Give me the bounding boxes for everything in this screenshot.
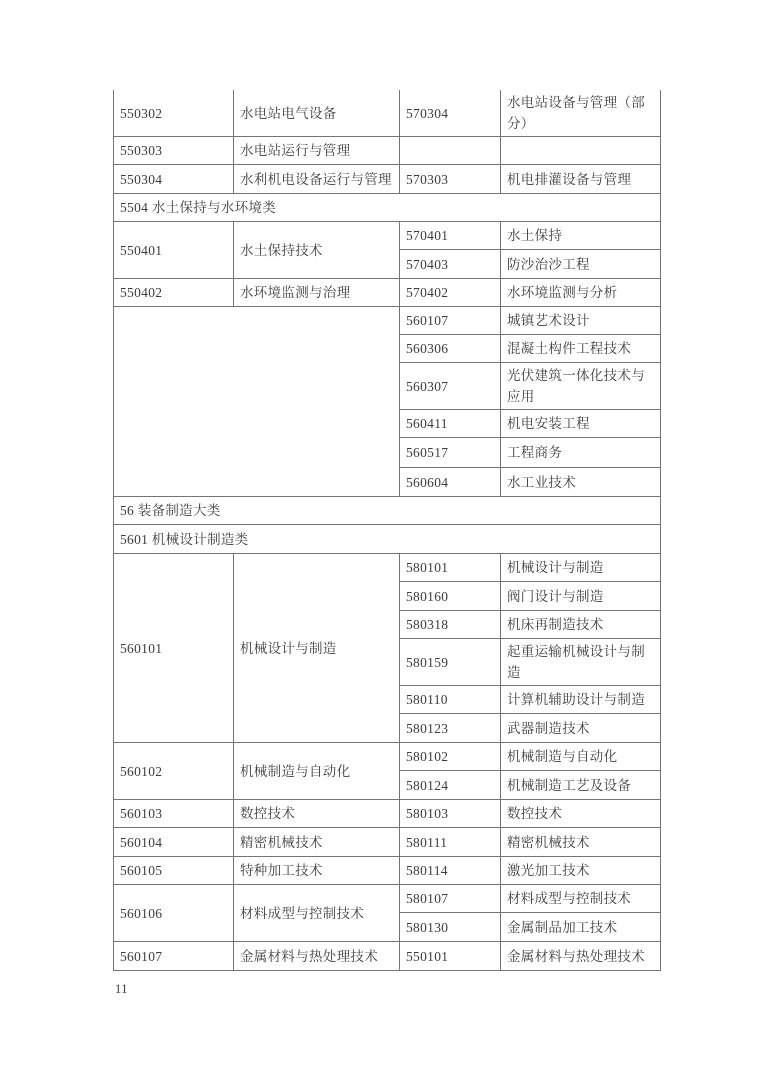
- code-cell: [400, 137, 501, 165]
- table-body: [114, 90, 661, 971]
- major-code-mapping-table: [113, 90, 661, 971]
- code-cell: 550101: [400, 942, 501, 971]
- name-cell: 机床再制造技术: [501, 611, 661, 639]
- code-cell: 550304: [114, 165, 234, 194]
- table-row: [114, 828, 661, 857]
- name-cell: 水环境监测与治理: [234, 279, 400, 307]
- name-cell: 材料成型与控制技术: [501, 885, 661, 913]
- code-cell: 570303: [400, 165, 501, 194]
- code-cell: 570403: [400, 250, 501, 279]
- table-row: [114, 942, 661, 971]
- code-cell: 570304: [400, 90, 501, 137]
- table-row: [114, 307, 661, 335]
- code-cell: 580318: [400, 611, 501, 639]
- code-cell: 580103: [400, 800, 501, 828]
- code-cell: 560604: [400, 468, 501, 497]
- name-cell: 武器制造技术: [501, 714, 661, 743]
- table-row: [114, 279, 661, 307]
- code-cell: 580111: [400, 828, 501, 857]
- table-row: [114, 885, 661, 913]
- table-row: [114, 222, 661, 250]
- code-cell: 550401: [114, 222, 234, 279]
- code-cell: 560103: [114, 800, 234, 828]
- table-row: [114, 554, 661, 582]
- table-row: [114, 90, 661, 137]
- name-cell: 阀门设计与制造: [501, 582, 661, 611]
- table-row: [114, 743, 661, 771]
- table-row: [114, 165, 661, 194]
- code-cell: 560102: [114, 743, 234, 800]
- section-row: [114, 497, 661, 525]
- code-cell: 560101: [114, 554, 234, 743]
- name-cell: 水电站电气设备: [234, 90, 400, 137]
- code-cell: 580130: [400, 913, 501, 942]
- name-cell: 水工业技术: [501, 468, 661, 497]
- table-row: [114, 857, 661, 885]
- code-cell: 560517: [400, 438, 501, 468]
- name-cell: 水电站设备与管理（部分）: [501, 90, 661, 137]
- section-label: 5601 机械设计制造类: [114, 525, 661, 554]
- name-cell: 混凝土构件工程技术: [501, 335, 661, 363]
- name-cell: 精密机械技术: [234, 828, 400, 857]
- name-cell: 水土保持: [501, 222, 661, 250]
- section-label: 5504 水土保持与水环境类: [114, 194, 661, 222]
- name-cell: 水电站运行与管理: [234, 137, 400, 165]
- code-cell: 560107: [400, 307, 501, 335]
- name-cell: 机械制造工艺及设备: [501, 771, 661, 800]
- code-cell: 580102: [400, 743, 501, 771]
- table-row: [114, 137, 661, 165]
- name-cell: 防沙治沙工程: [501, 250, 661, 279]
- code-cell: 560107: [114, 942, 234, 971]
- section-label: 56 装备制造大类: [114, 497, 661, 525]
- section-row: [114, 194, 661, 222]
- page-number: 11: [115, 982, 129, 996]
- code-cell: 550302: [114, 90, 234, 137]
- code-cell: 580114: [400, 857, 501, 885]
- table-row: [114, 800, 661, 828]
- name-cell: 水利机电设备运行与管理: [234, 165, 400, 194]
- name-cell: 机械制造与自动化: [234, 743, 400, 800]
- name-cell: 起重运输机械设计与制造: [501, 639, 661, 686]
- code-cell: 580160: [400, 582, 501, 611]
- name-cell: 机械设计与制造: [234, 554, 400, 743]
- name-cell: 机械制造与自动化: [501, 743, 661, 771]
- name-cell: 机电安装工程: [501, 410, 661, 438]
- code-cell: 560104: [114, 828, 234, 857]
- code-cell: 570402: [400, 279, 501, 307]
- name-cell: 水环境监测与分析: [501, 279, 661, 307]
- name-cell: 激光加工技术: [501, 857, 661, 885]
- name-cell: 工程商务: [501, 438, 661, 468]
- code-cell: 550402: [114, 279, 234, 307]
- empty-cell: [114, 307, 400, 497]
- name-cell: 机械设计与制造: [501, 554, 661, 582]
- code-cell: 560105: [114, 857, 234, 885]
- name-cell: 金属材料与热处理技术: [501, 942, 661, 971]
- name-cell: 机电排灌设备与管理: [501, 165, 661, 194]
- name-cell: 金属制品加工技术: [501, 913, 661, 942]
- name-cell: 城镇艺术设计: [501, 307, 661, 335]
- section-row: [114, 525, 661, 554]
- name-cell: 计算机辅助设计与制造: [501, 686, 661, 714]
- name-cell: 光伏建筑一体化技术与应用: [501, 363, 661, 410]
- name-cell: 数控技术: [234, 800, 400, 828]
- code-cell: 550303: [114, 137, 234, 165]
- name-cell: 金属材料与热处理技术: [234, 942, 400, 971]
- code-cell: 560411: [400, 410, 501, 438]
- name-cell: 特种加工技术: [234, 857, 400, 885]
- code-cell: 560306: [400, 335, 501, 363]
- code-cell: 580159: [400, 639, 501, 686]
- code-cell: 560106: [114, 885, 234, 942]
- code-cell: 580124: [400, 771, 501, 800]
- name-cell: 水土保持技术: [234, 222, 400, 279]
- code-cell: 580101: [400, 554, 501, 582]
- name-cell: 精密机械技术: [501, 828, 661, 857]
- code-cell: 570401: [400, 222, 501, 250]
- code-cell: 580110: [400, 686, 501, 714]
- name-cell: 材料成型与控制技术: [234, 885, 400, 942]
- name-cell: 数控技术: [501, 800, 661, 828]
- code-cell: 580123: [400, 714, 501, 743]
- code-cell: 560307: [400, 363, 501, 410]
- name-cell: [501, 137, 661, 165]
- code-cell: 580107: [400, 885, 501, 913]
